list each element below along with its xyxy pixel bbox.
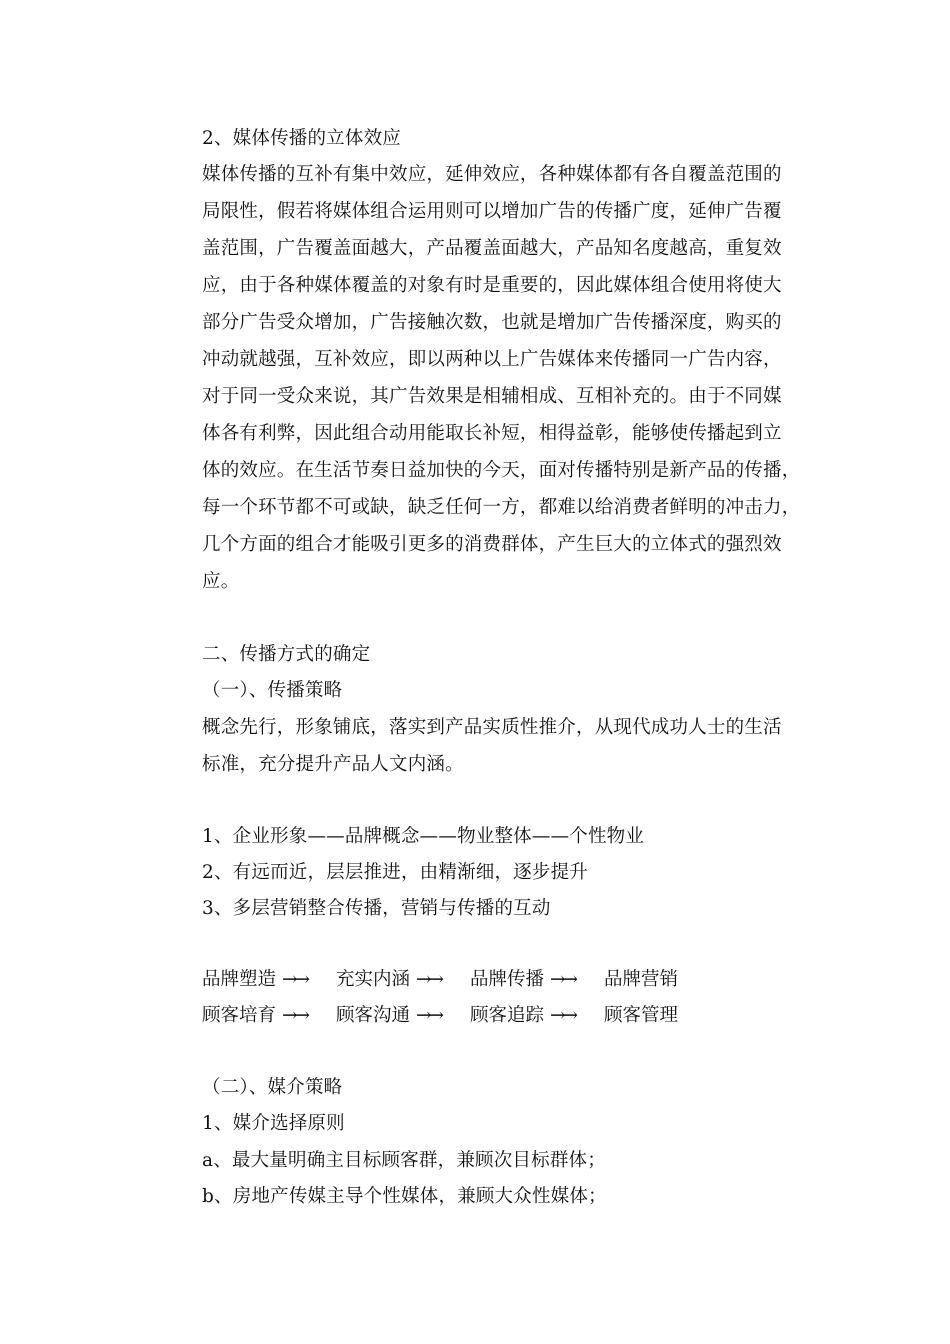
flow-step: 顾客沟通 xyxy=(336,1005,411,1026)
paragraph-line: 体各有利弊，因此组合动用能取长补短，相得益彰，能够使传播起到立 xyxy=(202,423,782,444)
subheading-media: （二）、媒介策略 xyxy=(202,1077,343,1098)
paragraph-line: 每一个环节都不可或缺，缺乏任何一方，都难以给消费者鲜明的冲击力， xyxy=(202,497,801,518)
arrow-icon: →→ xyxy=(282,969,308,990)
flow-step: 品牌塑造 xyxy=(202,969,277,990)
arrow-icon: →→ xyxy=(282,1005,308,1026)
media-principle-title: 1、媒介选择原则 xyxy=(202,1113,345,1134)
list-item: 3、多层营销整合传播，营销与传播的互动 xyxy=(202,898,551,919)
paragraph-line: 对于同一受众来说，其广告效果是相辅相成、互相补充的。由于不同媒 xyxy=(202,386,782,407)
list-item: 2、有远而近，层层推进，由精渐细，逐步提升 xyxy=(202,862,588,883)
flow-step: 顾客追踪 xyxy=(470,1005,545,1026)
flow-step: 品牌营销 xyxy=(604,969,679,990)
arrow-icon: →→ xyxy=(550,1005,576,1026)
media-item: b、房地产传媒主导个性媒体，兼顾大众性媒体； xyxy=(202,1186,607,1207)
paragraph-line: 局限性，假若将媒体组合运用则可以增加广告的传播广度，延伸广告覆 xyxy=(202,201,782,222)
paragraph-line: 应。 xyxy=(202,571,240,592)
paragraph-line: 媒体传播的互补有集中效应，延伸效应，各种媒体都有各自覆盖范围的 xyxy=(202,164,782,185)
paragraph-line: 几个方面的组合才能吸引更多的消费群体，产生巨大的立体式的强烈效 xyxy=(202,534,782,555)
subheading-strategy: （一）、传播策略 xyxy=(202,680,343,701)
flow-row-brand xyxy=(202,968,684,992)
flow-row-customer xyxy=(202,1004,684,1028)
paragraph-line: 冲动就越强，互补效应，即以两种以上广告媒体来传播同一广告内容， xyxy=(202,349,782,370)
flow-step: 顾客培育 xyxy=(202,1005,277,1026)
flow-step: 充实内涵 xyxy=(336,969,411,990)
paragraph-line: 盖范围，广告覆盖面越大，产品覆盖面越大，产品知名度越高，重复效 xyxy=(202,238,782,259)
flow-step: 顾客管理 xyxy=(604,1005,679,1026)
media-item: a、最大量明确主目标顾客群，兼顾次目标群体； xyxy=(202,1150,606,1171)
section-title: 2、媒体传播的立体效应 xyxy=(202,128,401,149)
flow-step: 品牌传播 xyxy=(470,969,545,990)
paragraph-line: 部分广告受众增加，广告接触次数，也就是增加广告传播深度，购买的 xyxy=(202,312,782,333)
paragraph-line: 体的效应。在生活节奏日益加快的今天，面对传播特别是新产品的传播， xyxy=(202,460,801,481)
arrow-icon: →→ xyxy=(416,969,442,990)
section-heading: 二、传播方式的确定 xyxy=(202,644,371,665)
arrow-icon: →→ xyxy=(416,1005,442,1026)
paragraph-line: 应，由于各种媒体覆盖的对象有时是重要的，因此媒体组合使用将使大 xyxy=(202,275,782,296)
strategy-line: 概念先行，形象铺底，落实到产品实质性推介，从现代成功人士的生活 xyxy=(202,717,782,738)
arrow-icon: →→ xyxy=(550,969,576,990)
strategy-line: 标准，充分提升产品人文内涵。 xyxy=(202,754,464,775)
list-item: 1、企业形象——品牌概念——物业整体——个性物业 xyxy=(202,826,645,847)
